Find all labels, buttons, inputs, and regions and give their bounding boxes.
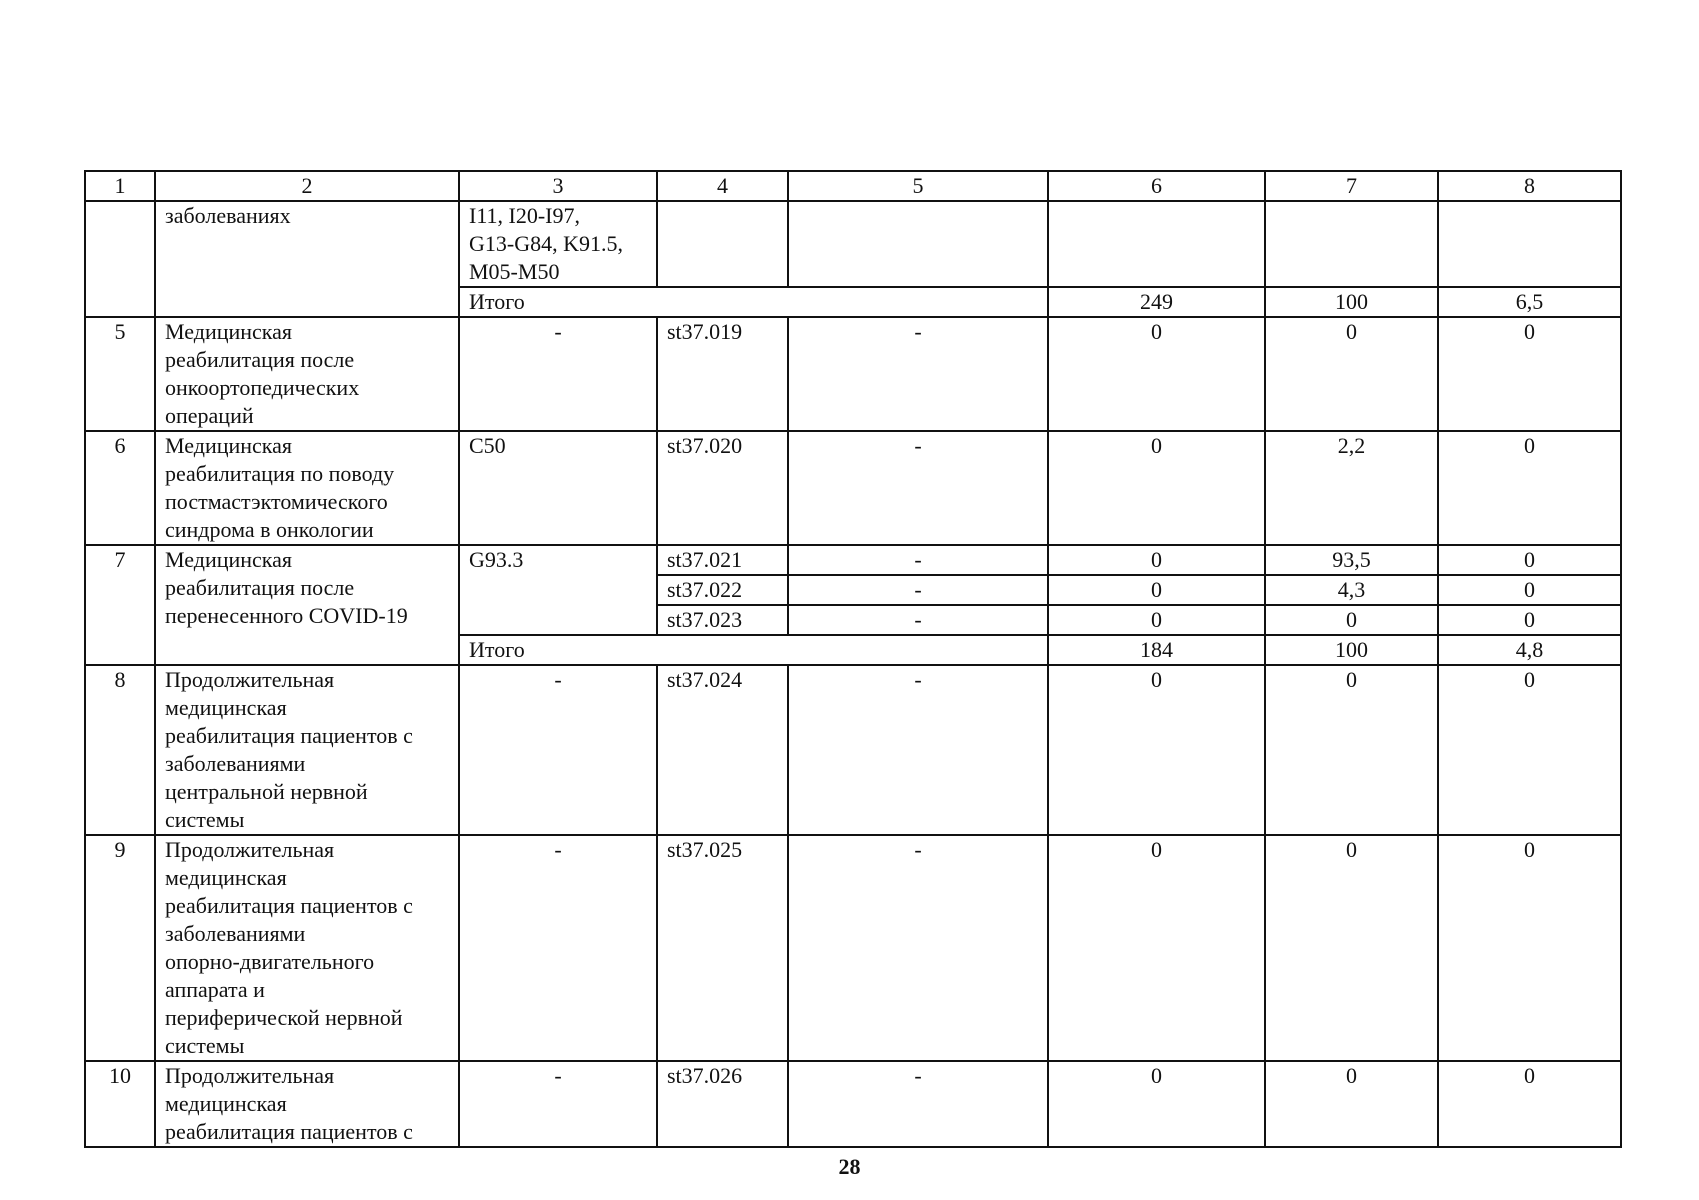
col5-cell: - bbox=[788, 605, 1048, 635]
profile-name-line: реабилитация пациентов с bbox=[165, 893, 413, 918]
mkb-code-line: I11, I20-I97, bbox=[469, 203, 580, 228]
profile-name-cell bbox=[155, 201, 459, 317]
table-row bbox=[85, 665, 1621, 835]
profile-name-cell bbox=[155, 1061, 459, 1147]
col-header-8: 8 bbox=[1438, 171, 1621, 201]
mkb-codes-cell: - bbox=[459, 665, 657, 835]
mkb-code-line: G13-G84, K91.5, bbox=[469, 231, 623, 256]
col6-cell: 0 bbox=[1048, 317, 1265, 431]
col8-cell: 0 bbox=[1438, 431, 1621, 545]
mkb-code-line: M05-M50 bbox=[469, 259, 560, 284]
total-col8: 4,8 bbox=[1438, 635, 1621, 665]
ksg-code-cell: st37.021 bbox=[657, 545, 788, 575]
page-number: 28 bbox=[838, 1154, 861, 1179]
profile-name-line: системы bbox=[165, 1033, 245, 1058]
profile-name-line: заболеваниями bbox=[165, 751, 306, 776]
table-row bbox=[85, 431, 1621, 545]
profile-name-line: медицинская bbox=[165, 695, 287, 720]
col5-cell: - bbox=[788, 575, 1048, 605]
ksg-code-cell: st37.026 bbox=[657, 1061, 788, 1147]
col5-cell: - bbox=[788, 1061, 1048, 1147]
row-number-cell bbox=[85, 201, 155, 317]
mkb-codes-cell: - bbox=[459, 1061, 657, 1147]
profile-name-line: Продолжительная bbox=[165, 667, 335, 692]
row-number-cell: 7 bbox=[85, 545, 155, 665]
col6-cell: 0 bbox=[1048, 835, 1265, 1061]
col6-cell: 0 bbox=[1048, 605, 1265, 635]
total-label: Итого bbox=[459, 287, 1048, 317]
col7-cell: 0 bbox=[1265, 835, 1438, 1061]
total-label: Итого bbox=[459, 635, 1048, 665]
profile-name-line: Продолжительная bbox=[165, 1063, 335, 1088]
row-number-cell: 5 bbox=[85, 317, 155, 431]
col8-cell bbox=[1438, 201, 1621, 287]
col6-cell: 0 bbox=[1048, 665, 1265, 835]
col7-cell bbox=[1265, 201, 1438, 287]
ksg-code-cell: st37.024 bbox=[657, 665, 788, 835]
col7-cell: 93,5 bbox=[1265, 545, 1438, 575]
col8-cell: 0 bbox=[1438, 835, 1621, 1061]
mkb-codes-cell: C50 bbox=[459, 431, 657, 545]
profile-name-line: операций bbox=[165, 403, 254, 428]
mkb-codes-cell: - bbox=[459, 317, 657, 431]
profile-name-line: системы bbox=[165, 807, 245, 832]
col5-cell: - bbox=[788, 545, 1048, 575]
profile-name-line: Медицинская bbox=[165, 319, 293, 344]
profile-name-cell bbox=[155, 431, 459, 545]
col8-cell: 0 bbox=[1438, 605, 1621, 635]
col7-cell: 2,2 bbox=[1265, 431, 1438, 545]
profile-name-line: медицинская bbox=[165, 865, 287, 890]
profile-name-cell bbox=[155, 317, 459, 431]
col5-cell bbox=[788, 201, 1048, 287]
profile-name-line: Медицинская bbox=[165, 433, 293, 458]
ksg-code-cell: st37.022 bbox=[657, 575, 788, 605]
profile-name-line: заболеваниями bbox=[165, 921, 306, 946]
profile-name-cell bbox=[155, 835, 459, 1061]
ksg-code-cell: st37.020 bbox=[657, 431, 788, 545]
col6-cell: 0 bbox=[1048, 1061, 1265, 1147]
profile-name-line: синдрома в онкологии bbox=[165, 517, 374, 542]
profile-name-line: периферической нервной bbox=[165, 1005, 403, 1030]
profile-name-line: реабилитация после bbox=[165, 347, 355, 372]
table-row bbox=[85, 545, 1621, 575]
mkb-codes-cell bbox=[459, 201, 657, 287]
profile-name-line: реабилитация пациентов с bbox=[165, 1119, 413, 1144]
col6-cell: 0 bbox=[1048, 431, 1265, 545]
col-header-2: 2 bbox=[155, 171, 459, 201]
col-header-1: 1 bbox=[85, 171, 155, 201]
col5-cell: - bbox=[788, 835, 1048, 1061]
profile-name-line: заболеваниях bbox=[165, 203, 291, 228]
table-row bbox=[85, 201, 1621, 287]
total-col8: 6,5 bbox=[1438, 287, 1621, 317]
table-row bbox=[85, 317, 1621, 431]
col6-cell: 0 bbox=[1048, 575, 1265, 605]
profile-name-cell bbox=[155, 545, 459, 665]
profile-name-line: онкоортопедических bbox=[165, 375, 360, 400]
col-header-3: 3 bbox=[459, 171, 657, 201]
col5-cell: - bbox=[788, 431, 1048, 545]
profile-name-line: перенесенного COVID-19 bbox=[165, 603, 408, 628]
col5-cell: - bbox=[788, 665, 1048, 835]
profile-name-line: опорно-двигательного bbox=[165, 949, 375, 974]
ksg-code-cell bbox=[657, 201, 788, 287]
profile-name-line: реабилитация по поводу bbox=[165, 461, 395, 486]
col7-cell: 0 bbox=[1265, 605, 1438, 635]
col-header-4: 4 bbox=[657, 171, 788, 201]
col7-cell: 0 bbox=[1265, 317, 1438, 431]
col8-cell: 0 bbox=[1438, 575, 1621, 605]
profile-name-line: реабилитация после bbox=[165, 575, 355, 600]
col8-cell: 0 bbox=[1438, 665, 1621, 835]
col6-cell bbox=[1048, 201, 1265, 287]
profile-name-line: аппарата и bbox=[165, 977, 265, 1002]
ksg-code-cell: st37.023 bbox=[657, 605, 788, 635]
mkb-codes-cell: - bbox=[459, 835, 657, 1061]
profile-name-line: Медицинская bbox=[165, 547, 293, 572]
col8-cell: 0 bbox=[1438, 1061, 1621, 1147]
profile-name-cell bbox=[155, 665, 459, 835]
row-number-cell: 10 bbox=[85, 1061, 155, 1147]
col7-cell: 0 bbox=[1265, 1061, 1438, 1147]
total-col7: 100 bbox=[1265, 287, 1438, 317]
col-header-5: 5 bbox=[788, 171, 1048, 201]
column-number-row bbox=[85, 171, 1621, 201]
col5-cell: - bbox=[788, 317, 1048, 431]
profile-name-line: центральной нервной bbox=[165, 779, 368, 804]
profile-name-line: медицинская bbox=[165, 1091, 287, 1116]
total-col6: 184 bbox=[1048, 635, 1265, 665]
col7-cell: 4,3 bbox=[1265, 575, 1438, 605]
col6-cell: 0 bbox=[1048, 545, 1265, 575]
total-col7: 100 bbox=[1265, 635, 1438, 665]
profile-name-line: Продолжительная bbox=[165, 837, 335, 862]
profile-name-line: реабилитация пациентов с bbox=[165, 723, 413, 748]
profile-name-line: постмастэктомического bbox=[165, 489, 388, 514]
col-header-7: 7 bbox=[1265, 171, 1438, 201]
row-number-cell: 9 bbox=[85, 835, 155, 1061]
ksg-code-cell: st37.025 bbox=[657, 835, 788, 1061]
row-number-cell: 8 bbox=[85, 665, 155, 835]
col-header-6: 6 bbox=[1048, 171, 1265, 201]
col8-cell: 0 bbox=[1438, 317, 1621, 431]
col7-cell: 0 bbox=[1265, 665, 1438, 835]
tariff-table bbox=[84, 170, 1622, 1148]
ksg-code-cell: st37.019 bbox=[657, 317, 788, 431]
table-row bbox=[85, 835, 1621, 1061]
col8-cell: 0 bbox=[1438, 545, 1621, 575]
row-number-cell: 6 bbox=[85, 431, 155, 545]
mkb-codes-cell: G93.3 bbox=[459, 545, 657, 635]
total-col6: 249 bbox=[1048, 287, 1265, 317]
table-row bbox=[85, 1061, 1621, 1147]
